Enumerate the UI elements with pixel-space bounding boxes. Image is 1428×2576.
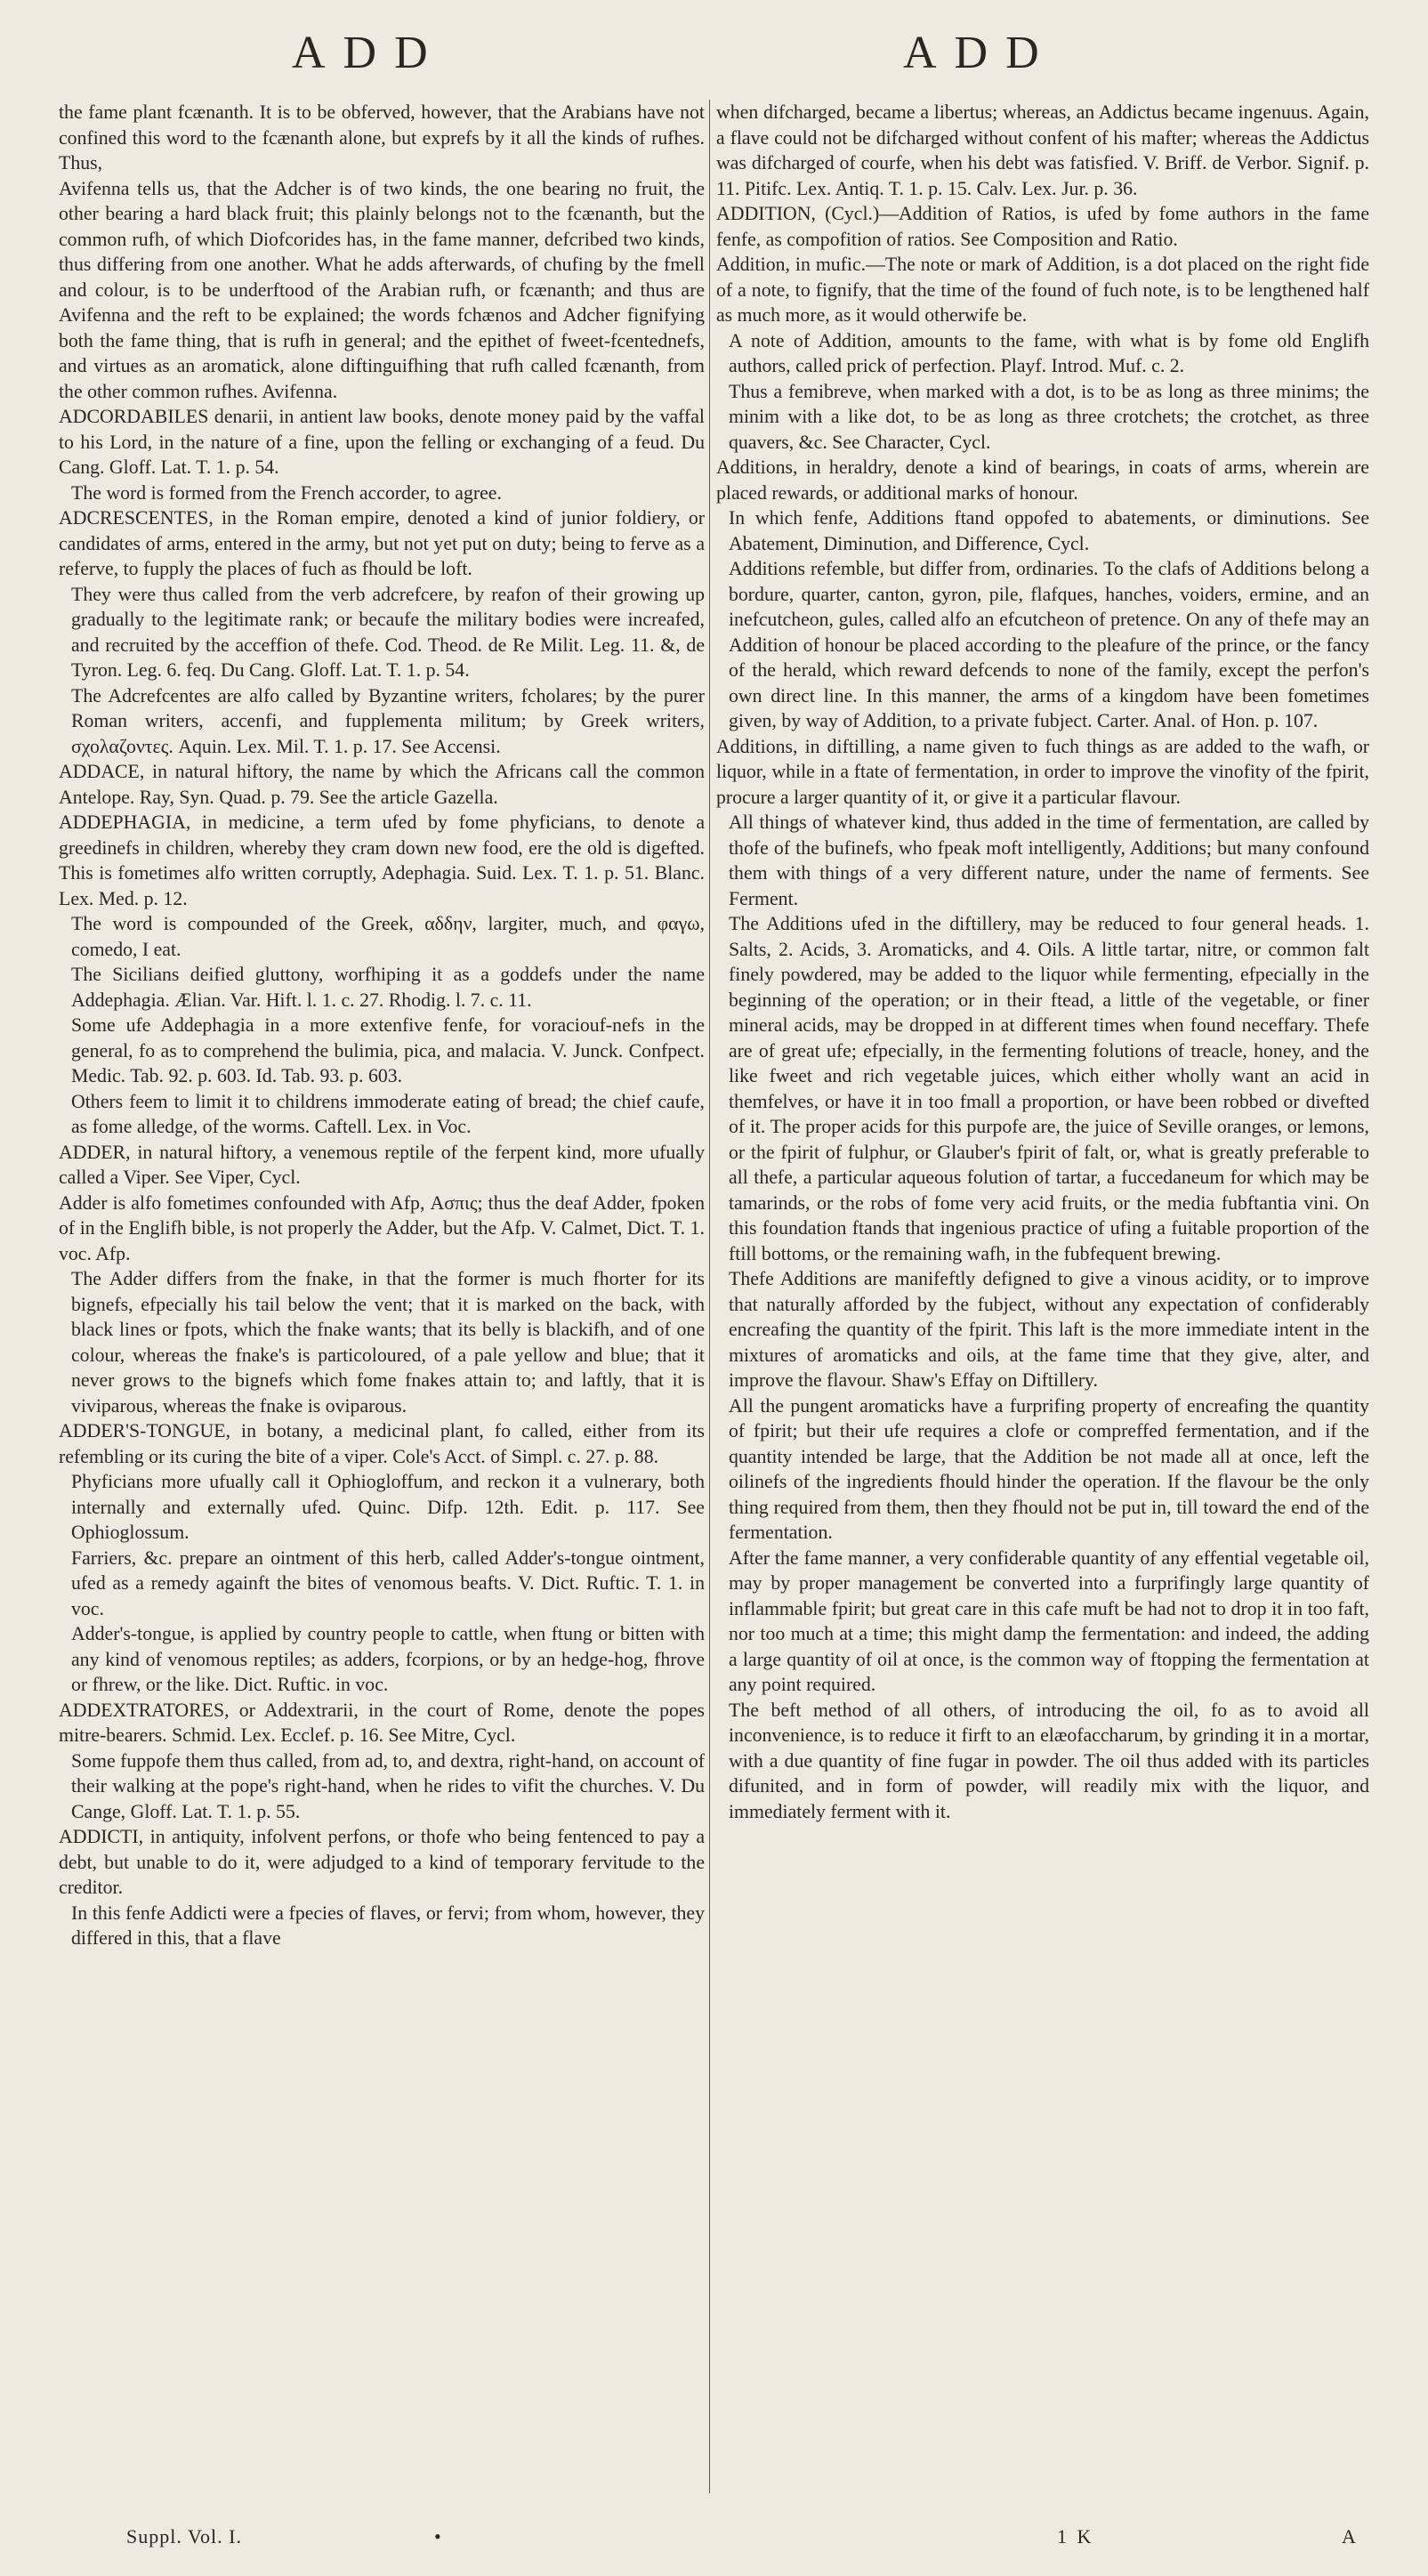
entry-text: Some ufe Addephagia in a more extenfive fenfe, for voraciouf-nefs in the general, fo as to comprehend the bulimia, pica, and malacia. V. Junck. Confpect. Medic. Tab. 92. p. 603. Id. Tab. 93. p. 603. <box>71 1014 705 1086</box>
entry-text: Some fuppofe them thus called, from ad, to, and dextra, right-hand, on account of their walking at the pope's right-hand, when he rides to vifit the churches. V. Du Cange, Gloff. Lat. T. 1. p. 55. <box>71 1749 705 1822</box>
entry-adcrescentes: ADCRESCENTES, in the Roman empire, denoted a kind of junior foldiery, or candidates of arms, entered in the army, but not yet put on duty; being to ferve as a referve, to fupply the places of fuch as fhould be loft. <box>59 507 705 579</box>
entry-text: The Additions ufed in the diftillery, may be reduced to four general heads. 1. Salts, 2. Acids, 3. Aromaticks, and 4. Oils. A little tartar, nitre, or common falt finely powdered, may be added to the liquor while fermenting, efpecially in the beginning of the operation; or in their ftead, a little of the vegetable, or finer mineral acids, may be dropped in at different times when found neceffary. Thefe are of great ufe; efpecially, in the fermenting folutions of treacle, honey, and the like fweet and rich vegetable juices, which either wholly want an acid in themfelves, or have it in too fmall a proportion, or have been robbed or divefted of it. The proper acids for this purpofe are, the juice of Seville oranges, or lemons, or the fpirit of fulphur, or Glauber's fpirit of falt, or, what is greatly preferable to all thefe, a particular aqueous folution of tartar, a fuccedaneum for which may be tamarinds, or the robs of fome very acid fruits, or the media fubftantia vini. On this foundation ftands that ingenious practice of ufing a fuitable proportion of the ftill bottoms, or the remaining wafh, in the fubfequent brewing. <box>729 913 1369 1264</box>
left-column <box>59 100 705 1951</box>
entry-addition-music: Addition, in mufic.—The note or mark of Addition, is a dot placed on the right fide of a note, to fignify, that the time of the found of fuch note, is to be lengthened half as much more, as it would otherwife be. <box>716 254 1369 326</box>
entry-text: In this fenfe Addicti were a fpecies of flaves, or fervi; from whom, however, they differed in this, that a flave <box>71 1902 705 1949</box>
footer-dot: • <box>434 2525 441 2548</box>
entry-additions-distilling: Additions, in diftilling, a name given to fuch things as are added to the wafh, or liquor, while in a ftate of fermentation, in order to improve the vinofity of the fpirit, procure a larger quantity of it, or give it a particular flavour. <box>716 735 1369 808</box>
entry-addicti: ADDICTI, in antiquity, infolvent perfons, or thofe who being fentenced to pay a debt, but unable to do it, were adjudged to a kind of temporary fervitude to the creditor. <box>59 1826 705 1898</box>
entry-text: Phyficians more ufually call it Ophiogloffum, and reckon it a vulnerary, both internally and externally ufed. Quinc. Difp. 12th. Edit. p. 117. See Ophioglossum. <box>71 1471 705 1543</box>
entry-text: the fame plant fcænanth. It is to be obferved, however, that the Arabians have not confined this word to the fcænanth alone, but exprefs by it all the kinds of rufhes. Thus, <box>59 101 705 174</box>
footer-signature: 1 K <box>1057 2525 1094 2548</box>
entry-additions-heraldry: Additions, in heraldry, denote a kind of bearings, in coats of arms, wherein are placed rewards, or additional marks of honour. <box>716 456 1369 504</box>
entry-text: A note of Addition, amounts to the fame, with what is by fome old Englifh authors, called prick of perfection. Playf. Introd. Muf. c. 2. <box>729 329 1369 376</box>
entry-addephagia: ADDEPHAGIA, in medicine, a term ufed by fome phyficians, to denote a greedinefs in children, whereby they cram down new food, ere the old is digefted. This is fometimes alfo written corruptly, Adephagia. Suid. Lex. T. 1. p. 51. Blanc. Lex. Med. p. 12. <box>59 812 705 909</box>
entry-text: The word is formed from the French accorder, to agree. <box>71 481 502 504</box>
entry-text: All the pungent aromaticks have a furprifing property of encreafing the quantity of fpirit; but their ufe requires a clofe or compreffed fermentation, and if the quantity intended be large, that the Addition be not made all at once, left the oilinefs of the ingredients fhould hinder the operation. If the flavour be the only thing required from them, then they fhould not be put in, till toward the end of the fermentation. <box>729 1394 1369 1543</box>
entry-text: The Adder differs from the fnake, in that the former is much fhorter for its bignefs, efpecially his tail below the vent; that it is marked on the back, with black lines or fpots, which the fnake wants; that its belly is blackifh, and of one colour, whereas the fnake's is particoloured, of a pale yellow and blue; that it never grows to the bignefs which fome fnakes attain to; and laftly, that it is viviparous, whereas the fnake is oviparous. <box>71 1268 705 1417</box>
entry-addace: ADDACE, in natural hiftory, the name by which the Africans call the common Antelope. Ray, Syn. Quad. p. 79. See the article Gazella. <box>59 761 705 808</box>
entry-text: The word is compounded of the Greek, αδδην, largiter, much, and φαγω, comedo, I eat. <box>71 913 705 960</box>
entry-text: All things of whatever kind, thus added in the time of fermentation, are called by thofe of the bufinefs, who fpeak moft intelligently, Additions; but many confound them with things of a very different nature, under the name of ferments. See Ferment. <box>729 812 1369 909</box>
entry-text: Additions refemble, but differ from, ordinaries. To the clafs of Additions belong a bordure, quarter, canton, gyron, pile, flafques, hanches, voiders, ermine, and an inefcutcheon, gules, called alfo an efcutcheon of pretence. On any of thefe may an Addition of honour be placed according to the pleafure of the prince, or the fancy of the herald, which reward defcends to none of the family, except the perfon's own direct line. In this manner, the arms of a kingdom have been fometimes given, by way of Addition, to a private fubject. Carter. Anal. of Hon. p. 107. <box>729 558 1369 731</box>
entry-text: After the fame manner, a very confiderable quantity of any effential vegetable oil, may by proper management be converted into a furprifingly large quantity of inflammable fpirit; but great care in this cafe muft be had not to drop it in too faft, nor too much at a time; this might damp the fermentation: and indeed, the adding a large quantity of oil at once, is the common way of ftopping the fermentation at any point required. <box>729 1546 1369 1695</box>
entry-text: Thus a femibreve, when marked with a dot, is to be as long as three minims; the minim with a like dot, to be as long as three crotchets; the crotchet, as three quavers, &c. See Character, Cycl. <box>729 380 1369 453</box>
running-head-right: ADD <box>903 28 1057 78</box>
footer-volume: Suppl. Vol. I. <box>126 2525 242 2548</box>
entry-addition: ADDITION, (Cycl.)—Addition of Ratios, is ufed by fome authors in the fame fenfe, as compofition of ratios. See Composition and Ratio. <box>716 203 1369 250</box>
running-head-left: ADD <box>292 28 446 78</box>
entry-text: The Adcrefcentes are alfo called by Byzantine writers, fcholares; by the purer Roman writers, accenfi, and fupplementa militum; by Greek writers, σχολαζοντες. Aquin. Lex. Mil. T. 1. p. 17. See Accensi. <box>71 684 705 757</box>
entry-addextratores: ADDEXTRATORES, or Addextrarii, in the court of Rome, denote the popes mitre-bearers. Schmid. Lex. Ecclef. p. 16. See Mitre, Cycl. <box>59 1699 705 1746</box>
entry-text: The beft method of all others, of introducing the oil, fo as to avoid all inconvenience, is to reduce it firft to an elæofaccharum, by grinding it in a mortar, with a due quantity of fine fugar in powder. The oil thus added with its particles difunited, and in form of powder, will readily mix with the liquor, and immediately ferment with it. <box>729 1699 1369 1822</box>
column-divider <box>709 100 710 2493</box>
entry-adcordabiles: ADCORDABILES denarii, in antient law books, denote money paid by the vaffal to his Lord, in the nature of a fine, upon the felling or exchanging of a feud. Du Cang. Gloff. Lat. T. 1. p. 54. <box>59 406 705 478</box>
entry-text: Adder's-tongue, is applied by country people to cattle, when ftung or bitten with any kind of venomous reptiles; as adders, fcorpions, or by an hedge-hog, fhrove or fhrew, or the like. Dict. Ruftic. in voc. <box>71 1623 705 1695</box>
entry-text: They were thus called from the verb adcrefcere, by reafon of their growing up gradually to the legitimate rank; or becaufe the military bodies were increafed, and recruited by the acceffion of thefe. Cod. Theod. de Re Milit. Leg. 11. &, de Tyron. Leg. 6. feq. Du Cang. Gloff. Lat. T. 1. p. 54. <box>71 583 705 681</box>
entry-text: The Sicilians deified gluttony, worfhiping it as a goddefs under the name Addephagia. Ælian. Var. Hift. l. 1. c. 27. Rhodig. l. 7. c. 11. <box>71 964 705 1011</box>
right-column <box>716 100 1369 1824</box>
entry-text: Avifenna tells us, that the Adcher is of two kinds, the one bearing no fruit, the other bearing a hard black fruit; this plainly belongs not to the fcænanth, but the common rufh, of which Diofcorides has, in the fame manner, defcribed two kinds, thus differing from one another. What he adds afterwards, of chufing by the fmell and colour, is to be underftood of the Arabian rufh, or fcænanth; and thus are Avifenna and the reft to be explained; the words fchænos and Adcher fignifying both the fame thing, that is rufh in general; and the epithet of fweet-fcentednefs, and virtues as an aromatick, alone diftinguifhing that rufh called fcænanth, from the other common rufhes. Avifenna. <box>59 177 705 402</box>
entry-text: Thefe Additions are manifeftly defigned to give a vinous acidity, or to improve that naturally afforded by the fubject, without any expectation of confiderably encreafing the quantity of the fpirit. This laft is the more immediate intent in the mixtures of aromaticks and oils, at the fame time that they give, alter, and improve the flavour. Shaw's Effay on Diftillery. <box>729 1268 1369 1391</box>
entry-text: when difcharged, became a libertus; whereas, an Addictus became ingenuus. Again, a flave could not be difcharged without confent of his mafter; whereas the Addictus was difcharged of courfe, when his debt was fatisfied. V. Briff. de Verbor. Signif. p. 11. Pitifc. Lex. Antiq. T. 1. p. 15. Calv. Lex. Jur. p. 36. <box>716 101 1369 199</box>
entry-adders-tongue: ADDER'S-TONGUE, in botany, a medicinal plant, fo called, either from its refembling or its curing the bite of a viper. Cole's Acct. of Simpl. c. 27. p. 88. <box>59 1420 705 1467</box>
entry-text: In which fenfe, Additions ftand oppofed to abatements, or diminutions. See Abatement, Diminution, and Difference, Cycl. <box>729 507 1369 554</box>
entry-adder: ADDER, in natural hiftory, a venemous reptile of the ferpent kind, more ufually called a Viper. See Viper, Cycl. <box>59 1141 705 1188</box>
entry-text: Farriers, &c. prepare an ointment of this herb, called Adder's-tongue ointment, ufed as a remedy againft the bites of venomous beafts. V. Dict. Ruftic. T. 1. in voc. <box>71 1546 705 1619</box>
entry-text: Adder is alfo fometimes confounded with Afp, Ασπις; thus the deaf Adder, fpoken of in the Englifh bible, is not properly the Adder, but the Afp. V. Calmet, Dict. T. 1. voc. Afp. <box>59 1191 705 1264</box>
entry-text: Others feem to limit it to childrens immoderate eating of bread; the chief caufe, as fome alledge, of the worms. Caftell. Lex. in Voc. <box>71 1090 705 1137</box>
footer-catchword: A <box>1342 2525 1356 2548</box>
